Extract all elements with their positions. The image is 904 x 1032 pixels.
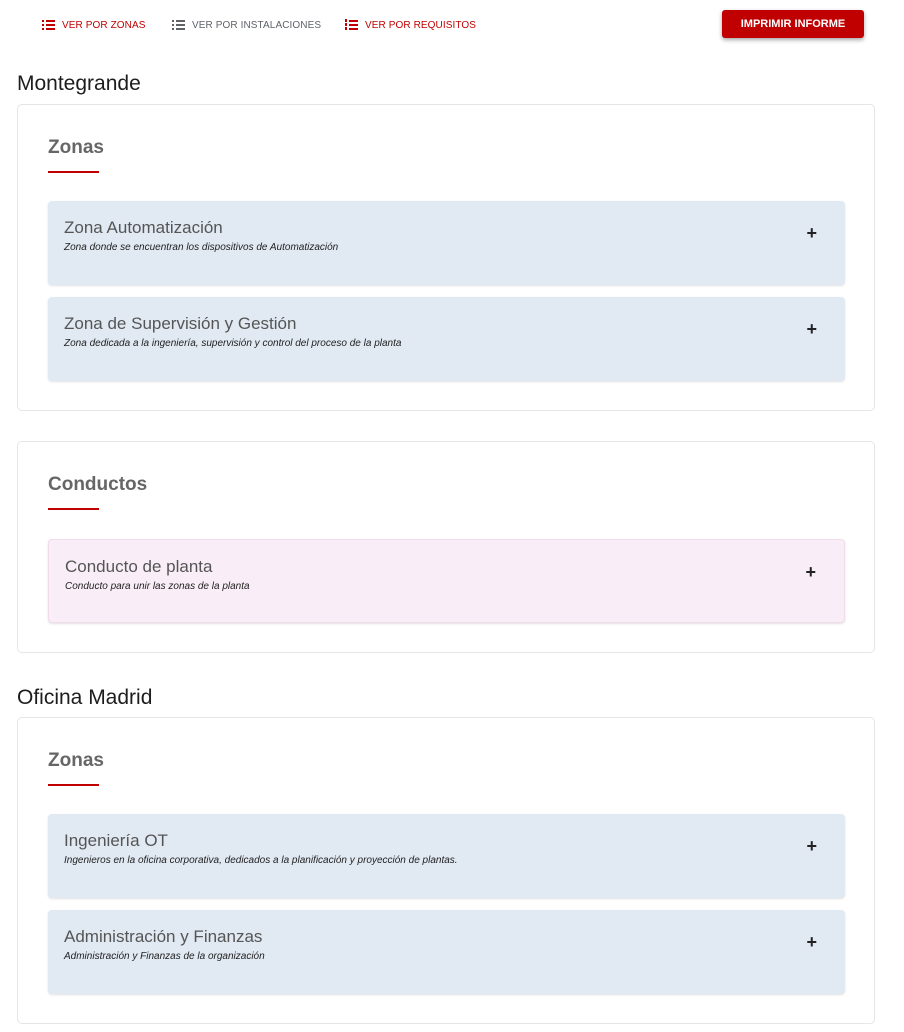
zone-description: Ingenieros en la oficina corporativa, dedicados a la planificación y proyección de plantas.: [64, 855, 458, 866]
list-icon: [42, 19, 56, 31]
zone-description: Administración y Finanzas de la organización: [64, 951, 265, 962]
duct-item[interactable]: [48, 539, 845, 623]
zones-card: [17, 104, 875, 411]
ordered-list-icon: [345, 19, 359, 31]
heading-underline: [48, 784, 99, 786]
zone-item[interactable]: [48, 910, 845, 994]
zone-description: Zona dedicada a la ingeniería, supervisión y control del proceso de la planta: [64, 338, 402, 349]
duct-description: Conducto para unir las zonas de la planta: [65, 581, 250, 592]
list-icon: [172, 19, 186, 31]
expand-plus-icon[interactable]: +: [806, 932, 817, 952]
view-by-requirements-label: VER POR REQUISITOS: [365, 19, 477, 31]
zones-card: [17, 717, 875, 1024]
duct-title: Conducto de planta: [65, 557, 213, 576]
view-by-zones-button[interactable]: [42, 17, 146, 33]
expand-plus-icon[interactable]: +: [805, 562, 816, 582]
toolbar: [0, 0, 904, 48]
view-by-requirements-button[interactable]: [345, 17, 476, 33]
view-by-zones-label: VER POR ZONAS: [62, 19, 146, 31]
zone-title: Administración y Finanzas: [64, 927, 263, 946]
print-report-button[interactable]: IMPRIMIR INFORME: [722, 10, 864, 38]
heading-underline: [48, 508, 99, 510]
zones-heading: Zonas: [48, 750, 104, 771]
zone-item[interactable]: [48, 201, 845, 285]
view-by-installations-button[interactable]: [172, 17, 321, 33]
zone-item[interactable]: [48, 297, 845, 381]
zone-description: Zona donde se encuentran los dispositivos de Automatización: [64, 242, 339, 253]
zone-title: Zona de Supervisión y Gestión: [64, 314, 297, 333]
zone-title: Ingeniería OT: [64, 831, 168, 850]
site-title: Montegrande: [17, 72, 141, 95]
ducts-heading: Conductos: [48, 474, 148, 495]
site-title: Oficina Madrid: [17, 686, 153, 709]
view-by-installations-label: VER POR INSTALACIONES: [192, 19, 322, 31]
zone-title: Zona Automatización: [64, 218, 223, 237]
zone-item[interactable]: [48, 814, 845, 898]
zones-heading: Zonas: [48, 137, 104, 158]
ducts-card: [17, 441, 875, 653]
heading-underline: [48, 171, 99, 173]
expand-plus-icon[interactable]: +: [806, 319, 817, 339]
expand-plus-icon[interactable]: +: [806, 223, 817, 243]
expand-plus-icon[interactable]: +: [806, 836, 817, 856]
